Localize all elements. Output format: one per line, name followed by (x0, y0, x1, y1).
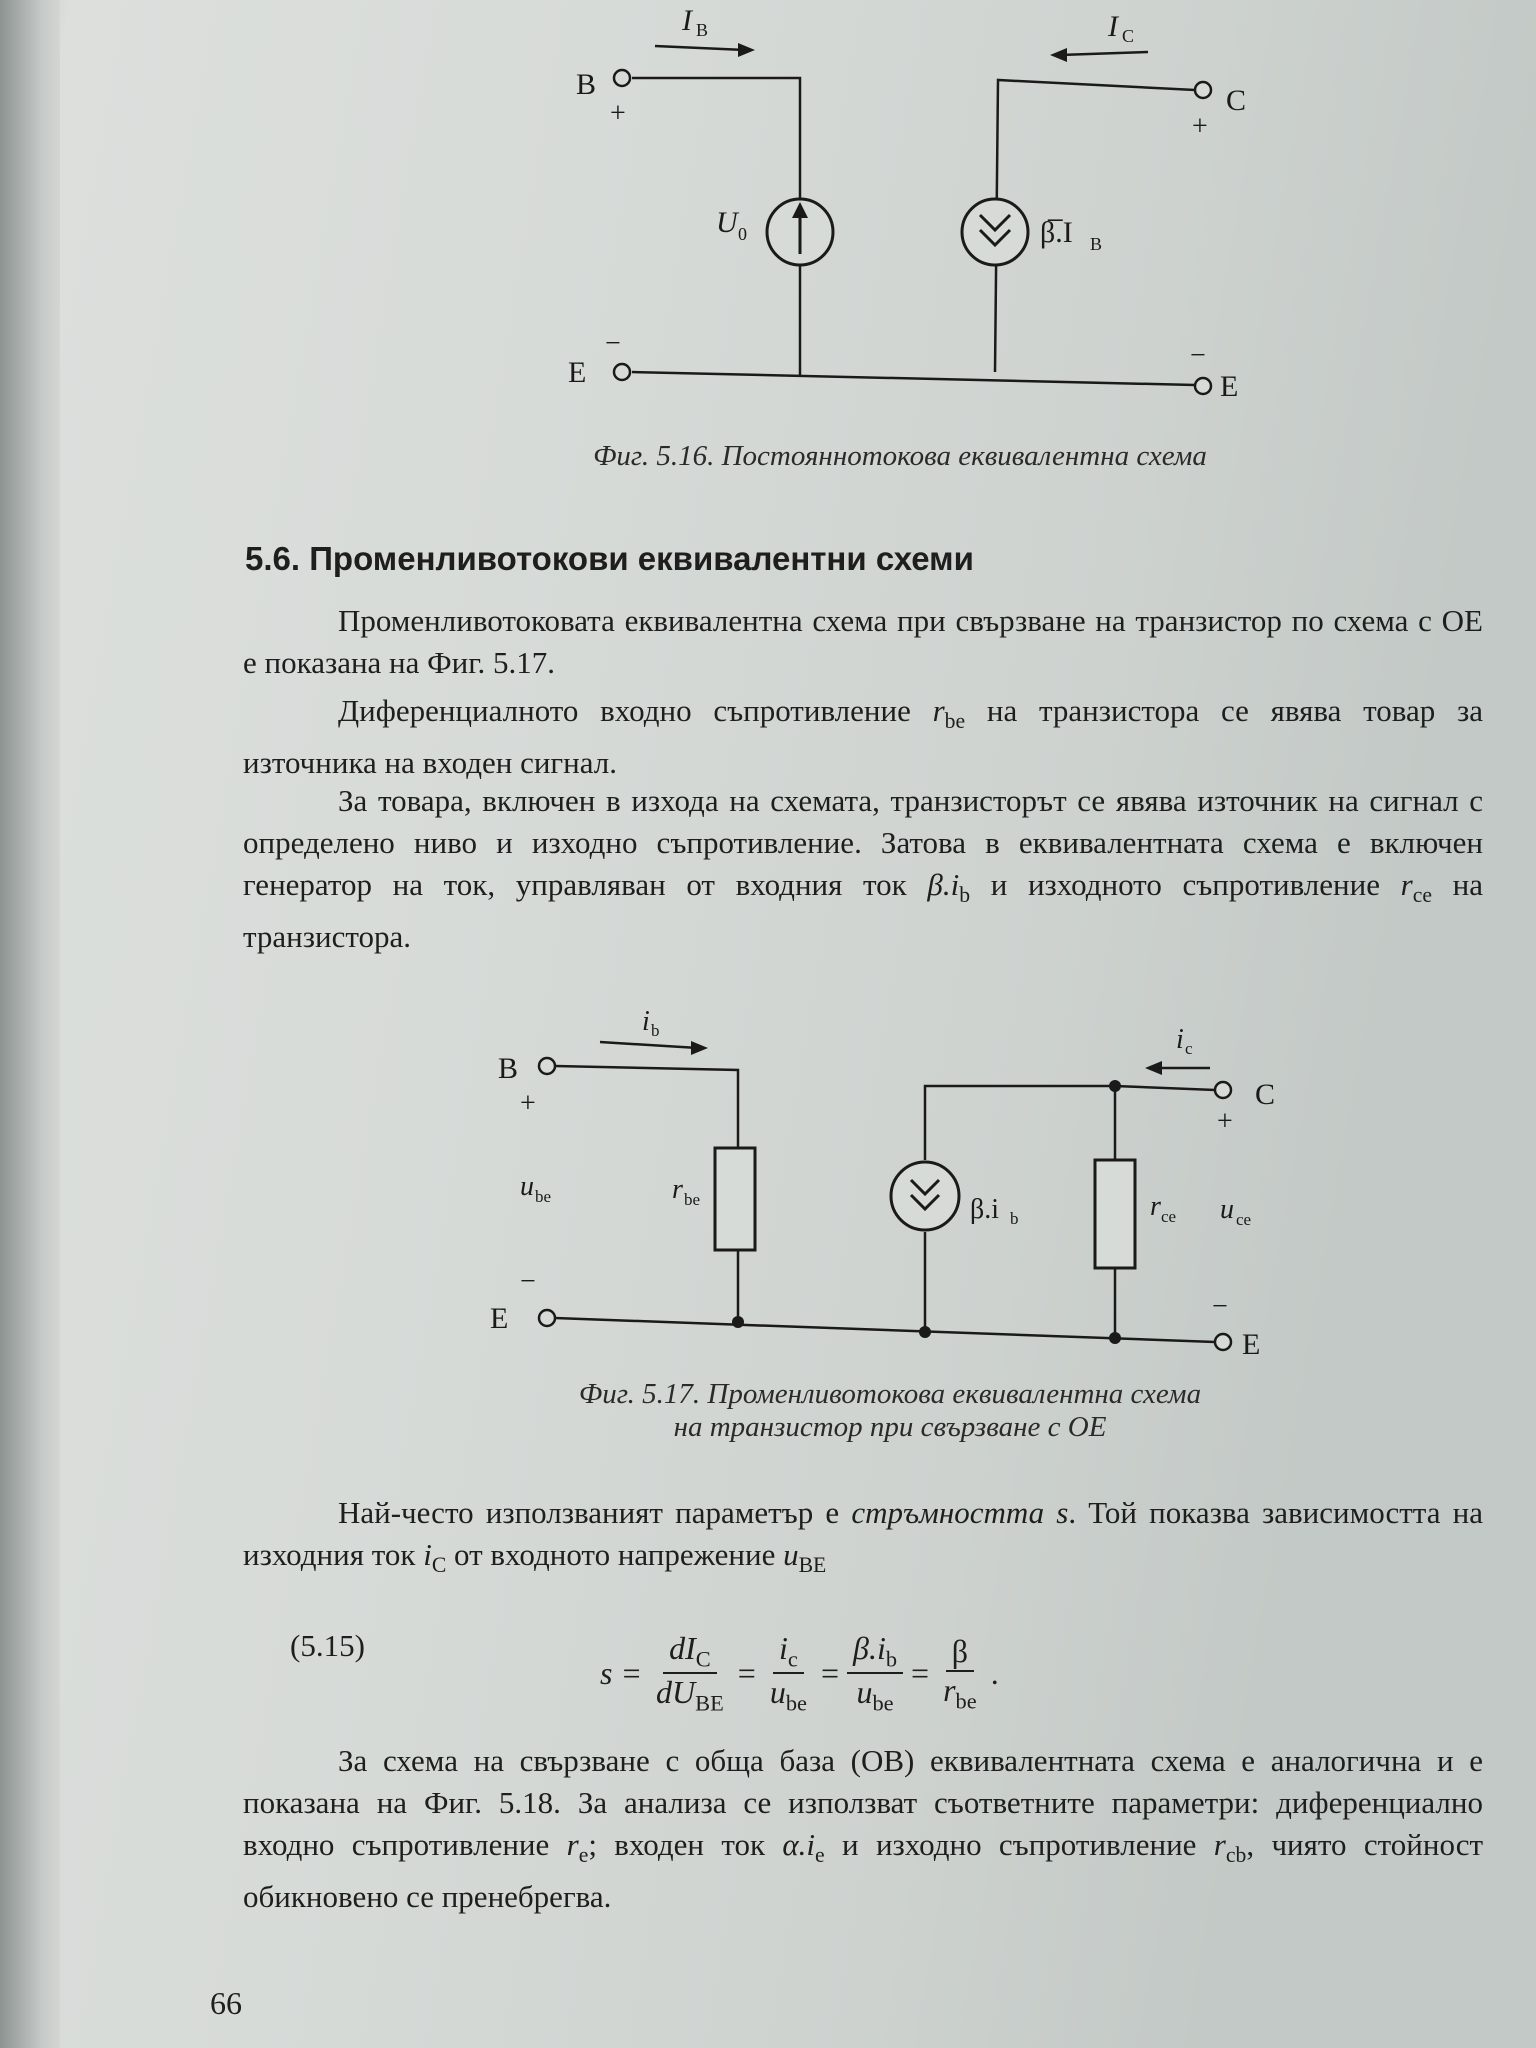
p5-a: За схема на свързване с обща база (ОВ) еквивалентната схема е аналогична и е показана на Фиг. 5.18. За анализа се използват съответните параметри: диференциално входно съпротивление (243, 1743, 1483, 1862)
caption-fig-5-17 (450, 1378, 1330, 1444)
terminal-c-2 (1215, 1082, 1231, 1098)
label-rce: r (1150, 1191, 1161, 1222)
caption-fig-5-17-line2: на транзистор при свързване с ОЕ (673, 1411, 1107, 1443)
f3-den-sub: be (872, 1690, 894, 1716)
figure-5-17 (0, 1000, 1536, 1400)
eq-sign-1: = (737, 1654, 756, 1691)
p3-b: и изходното съпротивление (970, 867, 1401, 902)
p4-i: i (423, 1537, 432, 1572)
label-rbe-sub: be (684, 1190, 701, 1209)
terminal-e-right (1195, 378, 1211, 394)
label-beta-ib-sub: B (1090, 234, 1103, 254)
p5-asub: e (815, 1843, 825, 1868)
label-ib-sub: B (696, 20, 709, 40)
label-e-right: E (1220, 370, 1239, 403)
eq-dot: . (990, 1654, 999, 1691)
p4-b: . Той показва зависимостта на изходния ток (243, 1495, 1483, 1572)
arrow-ib-2 (600, 1042, 698, 1048)
label-ib-2: i (642, 1006, 650, 1037)
p5-c: и изходно съпротивление (824, 1827, 1214, 1862)
terminal-b-2 (539, 1058, 555, 1074)
terminal-e-left (614, 364, 630, 380)
p3-c: на транзистора. (243, 867, 1483, 955)
f2-den-sub: be (785, 1690, 807, 1716)
f3-num: β.i (853, 1630, 886, 1666)
paragraph-3 (243, 780, 1483, 958)
p4-usub: BE (798, 1553, 827, 1578)
eq-frac-3 (847, 1630, 903, 1717)
label-u0: U (716, 206, 738, 239)
f4-den-sub: be (955, 1688, 977, 1714)
label-beta-ib: β̅.I (1040, 216, 1073, 249)
section-heading: 5.6. Променливотокови еквивалентни схеми (245, 540, 974, 577)
paragraph-5 (243, 1740, 1483, 1918)
p3-a: За товара, включен в изхода на схемата, транзисторът се явява източник на сигнал с определено ниво и изходно съпротивление. Затова в еквивалентната схема е включен генератор на ток, управляван от входния ток (243, 783, 1483, 902)
f3-den: u (856, 1674, 873, 1711)
p5-b: ; входен ток (588, 1827, 783, 1862)
eq-frac-2 (764, 1630, 813, 1717)
label-minus-right-2: − (1212, 1291, 1228, 1322)
label-beta-ib-2: β.i (970, 1194, 1000, 1225)
paragraph-1-text: Променливотоковата еквивалентна схема при свързване на транзистор по схема с ОЕ е показана на Фиг. 5.17. (243, 603, 1483, 680)
paragraph-1 (243, 600, 1483, 684)
terminal-e-left-2 (539, 1310, 555, 1326)
p5-d: , чиято стойност обикновено се пренебрегва. (243, 1827, 1484, 1915)
p3-rsub: ce (1412, 883, 1432, 908)
terminal-c (1195, 82, 1211, 98)
arrow-ic (1060, 52, 1148, 55)
label-rce-sub: ce (1161, 1207, 1177, 1226)
eq-sign-3: = (911, 1654, 930, 1691)
f1-num-sub: C (695, 1646, 711, 1672)
f1-den: dU (656, 1674, 696, 1711)
p5-resub: e (578, 1843, 589, 1868)
f2-num: i (778, 1630, 788, 1666)
p4-term: стръмността s (851, 1495, 1069, 1530)
page-number: 66 (210, 1985, 242, 2021)
p2-a: Диференциалното входно съпротивление (338, 693, 933, 728)
p5-alpha: α.i (782, 1827, 816, 1862)
f1-num: dI (669, 1630, 696, 1666)
p3-beta: β.i (927, 867, 960, 902)
resistor-rce (1095, 1160, 1135, 1268)
label-minus-left-2: − (520, 1266, 536, 1297)
p3-r: r (1400, 867, 1413, 902)
label-ic: I (1108, 10, 1118, 43)
paragraph-2 (243, 690, 1483, 784)
f3-num-sub: b (885, 1646, 898, 1672)
wire-base-2 (555, 1066, 738, 1148)
eq-frac-1 (650, 1630, 730, 1717)
label-plus-c: + (1192, 111, 1208, 142)
label-c: C (1226, 84, 1247, 117)
paragraph-4 (243, 1492, 1483, 1586)
label-uce-sub: ce (1236, 1210, 1252, 1229)
f4-den: r (943, 1671, 956, 1708)
label-c-2: C (1255, 1078, 1276, 1111)
arrow-ib (655, 46, 745, 50)
label-minus-right: − (1190, 340, 1206, 371)
eq-frac-4 (937, 1633, 983, 1714)
f2-num-sub: c (787, 1646, 798, 1672)
label-minus-left: − (605, 328, 621, 359)
equation-number: (5.15) (290, 1628, 365, 1663)
p5-re: r (566, 1827, 579, 1862)
label-plus-b-2: + (520, 1088, 536, 1119)
label-u0-sub: 0 (738, 224, 747, 244)
label-b: B (576, 68, 597, 101)
p4-isub: C (431, 1553, 447, 1578)
eq-lhs: s = (600, 1654, 643, 1691)
p2-r: r (932, 693, 945, 728)
label-ic-sub: C (1122, 26, 1135, 46)
resistor-rbe (715, 1148, 755, 1250)
f2-den: u (769, 1674, 786, 1711)
label-beta-ib-2-sub: b (1010, 1209, 1019, 1228)
wire-collector-2 (925, 1086, 1215, 1160)
terminal-e-right-2 (1215, 1334, 1231, 1350)
label-ib: I (682, 4, 692, 37)
p3-bsub: b (959, 883, 971, 908)
p5-rcbsub: cb (1225, 1843, 1247, 1868)
p4-u: u (783, 1537, 799, 1572)
label-plus-c-2: + (1217, 1106, 1233, 1137)
terminal-b (614, 70, 630, 86)
label-b-2: B (498, 1052, 519, 1085)
label-e-right-2: E (1242, 1328, 1261, 1361)
p2-b: на транзистора се явява товар за източника на входен сигнал. (243, 693, 1483, 781)
p5-rcb: r (1213, 1827, 1226, 1862)
label-e-left: E (568, 356, 587, 389)
wire-emitter (632, 372, 1195, 385)
label-uce: u (1220, 1194, 1234, 1225)
eq-sign-2: = (820, 1654, 840, 1691)
label-ic-2-sub: c (1185, 1039, 1193, 1058)
p4-c: от входното напрежение (446, 1537, 784, 1572)
caption-fig-5-17-line1: Фиг. 5.17. Променливотокова еквивалентна схема (578, 1378, 1202, 1410)
label-ib-2-sub: b (651, 1021, 660, 1040)
label-e-left-2: E (490, 1302, 509, 1335)
caption-fig-5-16: Фиг. 5.16. Постояннотокова еквивалентна схема (593, 440, 1207, 472)
figure-5-16 (0, 0, 1536, 480)
label-ube: u (520, 1171, 534, 1202)
p4-a: Най-често използваният параметър е (338, 1495, 852, 1530)
label-rbe: r (672, 1174, 683, 1205)
p2-sub: be (944, 709, 966, 734)
label-ic-2: i (1176, 1024, 1184, 1055)
label-plus-b: + (610, 98, 626, 129)
label-ube-sub: be (535, 1187, 552, 1206)
equation-5-15 (600, 1630, 999, 1717)
f4-num: β (946, 1633, 974, 1672)
f1-den-sub: BE (695, 1690, 724, 1716)
